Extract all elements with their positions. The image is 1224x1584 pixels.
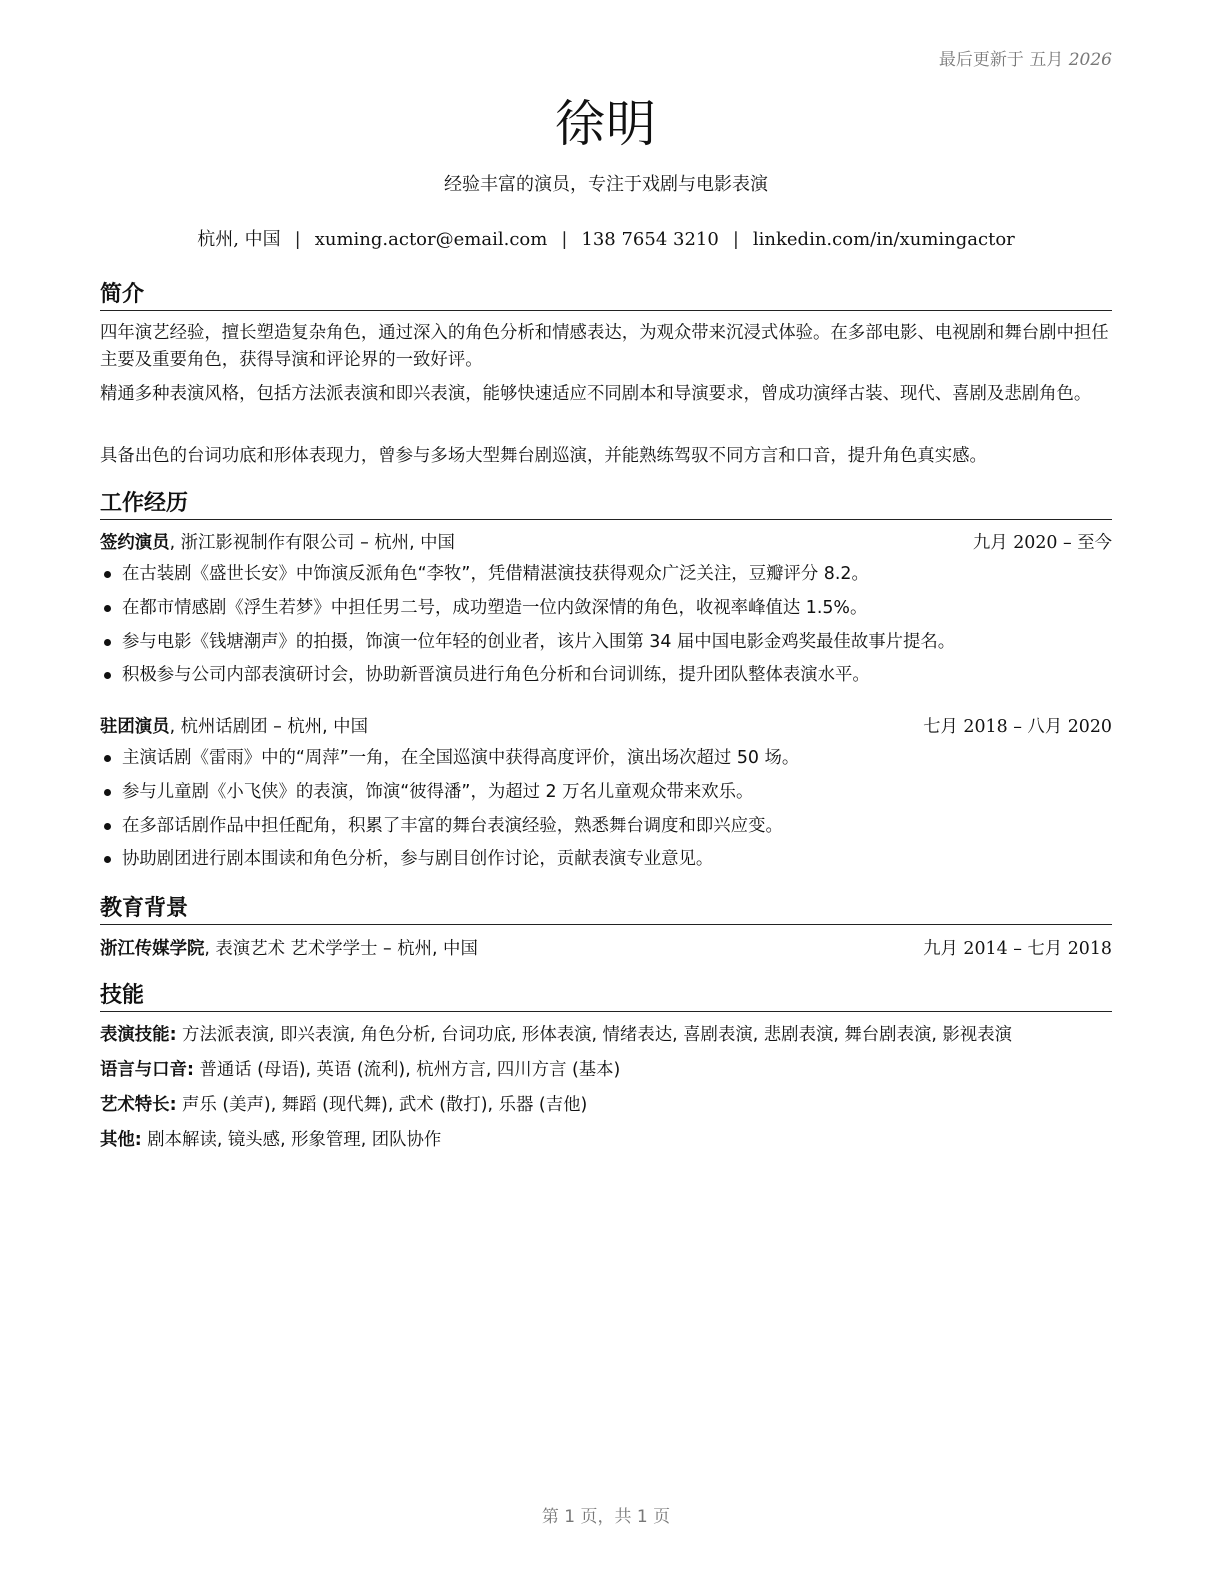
contact-location: 杭州, 中国: [197, 229, 281, 250]
contact-email-link[interactable]: xuming.actor@email.com: [314, 229, 548, 250]
contact-separator: |: [732, 229, 739, 250]
section-title-experience: 工作经历: [100, 486, 1112, 520]
page-number: 第 1 页，共 1 页: [541, 1507, 671, 1527]
skill-label: 艺术特长:: [100, 1095, 177, 1115]
job-role: 驻团演员: [100, 717, 170, 737]
contact-separator: |: [561, 229, 568, 250]
job-dates: 七月 2018 – 八月 2020: [923, 717, 1112, 737]
job-bullet: 主演话剧《雷雨》中的“周萍”一角，在全国巡演中获得高度评价，演出场次超过 50 场。: [100, 745, 1112, 771]
degree-detail: , 表演艺术 艺术学学士 – 杭州, 中国: [204, 939, 478, 959]
section-title-education: 教育背景: [100, 891, 1112, 925]
job-role: 签约演员: [100, 533, 170, 553]
job-dates: 九月 2020 – 至今: [972, 533, 1112, 553]
summary-paragraph: 四年演艺经验，擅长塑造复杂角色，通过深入的角色分析和情感表达，为观众带来沉浸式体验。在多部电影、电视剧和舞台剧中担任主要及重要角色，获得导演和评论界的一致好评。: [100, 323, 1109, 370]
resume-page: [100, 0, 1112, 1584]
skill-line: [100, 1092, 1112, 1118]
last-updated: [939, 45, 1112, 70]
skill-value: 方法派表演, 即兴表演, 角色分析, 台词功底, 形体表演, 情绪表达, 喜剧表演, 悲剧表演, 舞台剧表演, 影视表演: [176, 1025, 1012, 1045]
last-updated-prefix: 最后更新于 五月: [938, 50, 1064, 70]
skill-value: 声乐 (美声), 舞蹈 (现代舞), 武术 (散打), 乐器 (吉他): [176, 1095, 588, 1115]
candidate-name: 徐明: [555, 95, 657, 153]
contact-phone: 138 7654 3210: [581, 229, 719, 250]
skill-line: [100, 1057, 1112, 1083]
contact-linkedin-link[interactable]: linkedin.com/in/xumingactor: [752, 229, 1015, 250]
job-bullet: 参与儿童剧《小飞侠》的表演，饰演“彼得潘”，为超过 2 万名儿童观众带来欢乐。: [100, 779, 1112, 805]
tagline: 经验丰富的演员，专注于戏剧与电影表演: [444, 174, 768, 195]
job-org: , 浙江影视制作有限公司 – 杭州, 中国: [169, 533, 455, 553]
section-title-summary: 简介: [100, 277, 1112, 311]
skill-label: 其他:: [100, 1130, 142, 1150]
job-bullet: 参与电影《钱塘潮声》的拍摄，饰演一位年轻的创业者，该片入围第 34 届中国电影金鸡奖最佳故事片提名。: [100, 629, 1112, 655]
job-header: [100, 530, 1112, 556]
last-updated-year: 2026: [1068, 50, 1112, 70]
job-bullet: 协助剧团进行剧本围读和角色分析，参与剧目创作讨论，贡献表演专业意见。: [100, 846, 1112, 872]
skill-label: 语言与口音:: [100, 1060, 194, 1080]
summary-paragraph: 精通多种表演风格，包括方法派表演和即兴表演，能够快速适应不同剧本和导演要求，曾成功演绎古装、现代、喜剧及悲剧角色。: [100, 384, 1092, 404]
skill-line: [100, 1127, 1112, 1153]
section-title-skills: 技能: [100, 978, 1112, 1012]
skill-label: 表演技能:: [100, 1025, 177, 1045]
job-bullet: 积极参与公司内部表演研讨会，协助新晋演员进行角色分析和台词训练，提升团队整体表演水平。: [100, 662, 1112, 688]
contact-separator: |: [294, 229, 301, 250]
job-bullet: 在多部话剧作品中担任配角，积累了丰富的舞台表演经验，熟悉舞台调度和即兴应变。: [100, 813, 1112, 839]
skill-line: [100, 1022, 1112, 1048]
job-header: [100, 714, 1112, 740]
skill-value: 剧本解读, 镜头感, 形象管理, 团队协作: [141, 1130, 442, 1150]
skill-value: 普通话 (母语), 英语 (流利), 杭州方言, 四川方言 (基本): [193, 1060, 621, 1080]
education-row: [100, 936, 1112, 962]
job-bullet: 在古装剧《盛世长安》中饰演反派角色“李牧”，凭借精湛演技获得观众广泛关注，豆瓣评分 8.2。: [100, 561, 1112, 587]
job-org: , 杭州话剧团 – 杭州, 中国: [169, 717, 368, 737]
job-bullet: 在都市情感剧《浮生若梦》中担任男二号，成功塑造一位内敛深情的角色，收视率峰值达 1.5%。: [100, 595, 1112, 621]
summary-paragraph: 具备出色的台词功底和形体表现力，曾参与多场大型舞台剧巡演，并能熟练驾驭不同方言和口音，提升角色真实感。: [100, 446, 987, 466]
contact-line: [100, 225, 1112, 251]
school-name: 浙江传媒学院: [100, 939, 205, 959]
education-dates: 九月 2014 – 七月 2018: [923, 939, 1112, 959]
